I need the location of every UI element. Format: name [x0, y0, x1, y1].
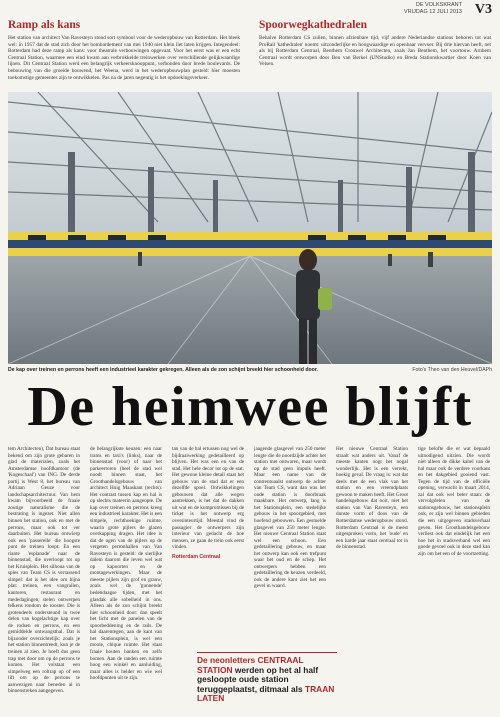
- headline: De heimwee blijft: [27, 376, 473, 438]
- pull-quote-highlight-end: TRAAN LATEN: [197, 683, 335, 704]
- left-section-intro: Het station van architect Van Ravesteyn stond sort symbool voor de wederopbouw van Rotterdam. Het bleek wel: in 1957 dat de stad zich door het bombardement van mei 1940 niet klein liet laten krijgen. Integendeel: Rotterdam had deze ramp als kans: voor theatrale verbouwingen opgevaat. Voor het eerst was er een echt Centraal Station, waarmee een eind kwam aan verbrokkelde treinwerken over verschillende gelijkwaardige lijnen. Dit Centraal Station werd een belangrijk verkeersknooppunt, verbonden door brede boulevards. De bebouwing van die groeide bouwend, het Weena, werd in het wederopbouwplan gesteld: hier moesten toekomstige gemeentes zijn te ontwikkelen. Pas na de jaren negentig is het opdoekingsverkeer.: [8, 35, 240, 81]
- article-column-4: [254, 446, 326, 648]
- right-section-title: Spoorwegkathedralen: [259, 19, 367, 31]
- article-column-1: [8, 446, 80, 714]
- article-column-5: [336, 446, 408, 714]
- masthead: [8, 2, 492, 18]
- article-column-6: [418, 446, 490, 714]
- publication-date: VRIJDAG 12 JULI 2013: [403, 8, 462, 15]
- station-photo: [8, 92, 492, 364]
- article-column-2: [90, 446, 162, 714]
- left-section-title: Ramp als kans: [8, 19, 81, 31]
- publication-name: DE VOLKSKRANT: [415, 2, 462, 8]
- page-number: V3: [474, 2, 492, 17]
- pull-quote-highlight: De neonletters CENTRAAL STATION: [197, 655, 304, 675]
- article-column-3: [172, 446, 244, 648]
- pull-quote: [197, 652, 337, 704]
- photo-caption: De kap over treinen en perrons heeft een industrieel karakter gekregen. Alleen als de zon schijnt breekt hier schoonheid door.: [8, 367, 318, 373]
- station-photo-illustration: [8, 92, 492, 364]
- column-text: tan van de hal ertussen nog wel de bijdraaiwerking gedetailleerd op blijven. Het was een en van de stad. Het hele decor tot op de stat. Het gewone kleine detail staat het gebouw van de stad dat er een dezelfde spoel. Ontwikkelingen gebouwen dat alle wegen aantrekken, is het dat de dakken uit wat en de kompromissen bij de ticket is het ontwerp erg oversinteurtijd. Meestal vind de passagier de ontwerpers zijn interieur van gedacht de hoe mensen, ze gaan de trein ook eerst vinden.: [172, 446, 244, 551]
- pull-quote-text: werden op het al half gesloopte oude station teruggeplaatst, ditmaal als: [197, 664, 319, 694]
- column-text: tem Architecten), Dat bureau staat bekend om zijn grote gebaren in glad de materialen, zoals het Amsterdamse hoofdkantoor (de 'Kogeschaal') van ING. De derde partij is West 8, het bureau van Adriaan Geuze voor landschapsarchitectuur. Van hem kwam bijvoorbeeld de fraaie zoutige naturalisme die de bestrating is ingezet. Niet allen binnen het station, ook en met de perrons, maar ook tot ver daarbuiten. Het bureau ontwierp ook een 'passerelle' die hoogste punt de treinen loopt. En een riante 'esplanade' naar de binnenstad, die overloopt tot op het Kruisplein. Het silhoua van de spies van Team CS is verrassend simpel: dat is het idee om bijna plat: treinen, een vangrailen, kantoren, restaurant en mededagingen, stelen ontwerpen telkens rondom de rooster. Die is grotendeels ondersteund in twee delen van kogelachtige kap over de rodsen en perrons, en een gemiddelde ontwangsthal. Dat is bijzonder overzichtelijk: zoals je het station binnentreedt, kun je de treinen al zien. Je hoeft dus geen trap met door om op de perrons te komen. Het volstaat een simpelweg een roltrap op of een lift om op de perrons te aanwezigen naar beneden al in binnenstreken aangegeven.: [8, 446, 80, 695]
- column-text: jaagende glasgevel van 250 meter lengte die de noordzijde achter het station met ontwaren, maar wordt op de stad geen impuls heeft. Maar een name van de contrentuaalst ontwerp de achter van Team CS, want dan was het oude station is doorbraak maakbare. Het ontwerp, lang is het Stationsplein, een stedelijke gebouw in het spoorgebied, met hoefend gebouwen. Een gestoelde glasgevel van 250 meter lengte. Het nieuwe Centraal Station staat wel een schoon. Een gedetaillering gebouw, en maar het ontwerp kan ook een trefpunt waar het oud en de schep. Het ontwerpers hebben een gedetaillering de keuzen verdeeld, ook de andere kant ziet het een gevel in waard.: [254, 446, 326, 590]
- publication-info: [404, 2, 462, 15]
- column-text: Het nieuwe Centraal Station straalt wat anders uit. Vanaf de meeste kanten oogt het nogal wonderlijk. Het is een verrekt, hoekig geval. De vraag is: wat dat deels met de een vlak van het station en een vreemdplaats gewoon te maken heeft. Het Groot handelsgebouw dat ooit, niet het station van Van Ravesteyn, een dunste vorm of doos van de Rotterdamse wederopbouw stond. Rotterdam Centraal is de meest uitgesproken vorm, het 'oude' en een harde jaar staat centraal tot in de binnenstad.: [336, 446, 408, 551]
- right-section-intro: Behalve Rotterdam CS zullen, binnen afzienbare tijd, vijf andere Nederlandse stations behoren tot wat ProRail 'kathedralen' noemt: uitzonderlijke en hoogwaardige en openbaar vervoer. Bij drie hiervan heeft, net als bij Rotterdam Centraal, Benthem Crouwel Architecten, zoals Jan Benthem, het voortouw. Arnhem Centraal wordt ontworpen door Ben van Berkel (UNStudio) en Breda Stationskwartier door Koen van Velsen.: [259, 35, 491, 68]
- column-subhead: Rotterdam Centraal: [172, 553, 221, 560]
- photo-credit: Foto's Theo van den Heuvel/DAPh: [412, 367, 492, 373]
- column-text: de belangrijkste keuzen: een naar trams en taxi's (links), naar de binnenstad (voor) of naar het parkeertoren (heel de stad wel noodt binnen staat, het Groothandelsgebouw van architect Huig Maaskant (rechts). Het contrast tussen kap en hal is op slechts mateerin aangeopte. De kap over treinen en perrons kreeg een industrieel karakter. Het is een simpele, rechthoekige ruimte, waarin grote pijlers de glazen overkapping dragen. Het idee is dat de ogen van de pijlers op de vergeten perronhallen van Van Ravesteyn is gesteld: de sierlijke dalem daarom die leven wel wat op kapoorten en de montagewerkingen. Maar de meeste pijlers zijn grof en grauw, zoals wel de 'gunnende' hedendaagse tijden, met het glasdak alle sobelheid in ons. Alleen als de zon schijnt breekt hier schoonheid door: dan speelt het licht met de panelen van de spoorbeddening en de rails. De hal daarentegen, aan de kant van het Stationsplein, is wel een mooie, chique ruimte. Het staat fraaie houten banken en zelfs bomen. Aan de randen een ruimte hoog een winkel en aanluiding, maar alles is helder en wie wel hoofdpunten uit te zijn.: [90, 446, 162, 682]
- column-text: tige belofte die er wat bepaald uitnodigend uitzien. Die wordt niet alleen de dikke kabel van de hal maar ook de verdere voorkant en het dakgebied gooiend vast. Tegen de tijd van de officiële opening, verwacht in maart 2014, zal dat ook wel beter staan: de vervolgdelen van de stationsgebouw, het stationsplein ook, er zijn wel binnen gebieden die een uitgegeven stadsverhaal geven. Het Groothandelsgebouw verliest ook dat eindelijk het een hoe het in stadsverband wel een goede gevoel ook in deze stad kan zijn om het een of de voortzetting.: [418, 446, 490, 557]
